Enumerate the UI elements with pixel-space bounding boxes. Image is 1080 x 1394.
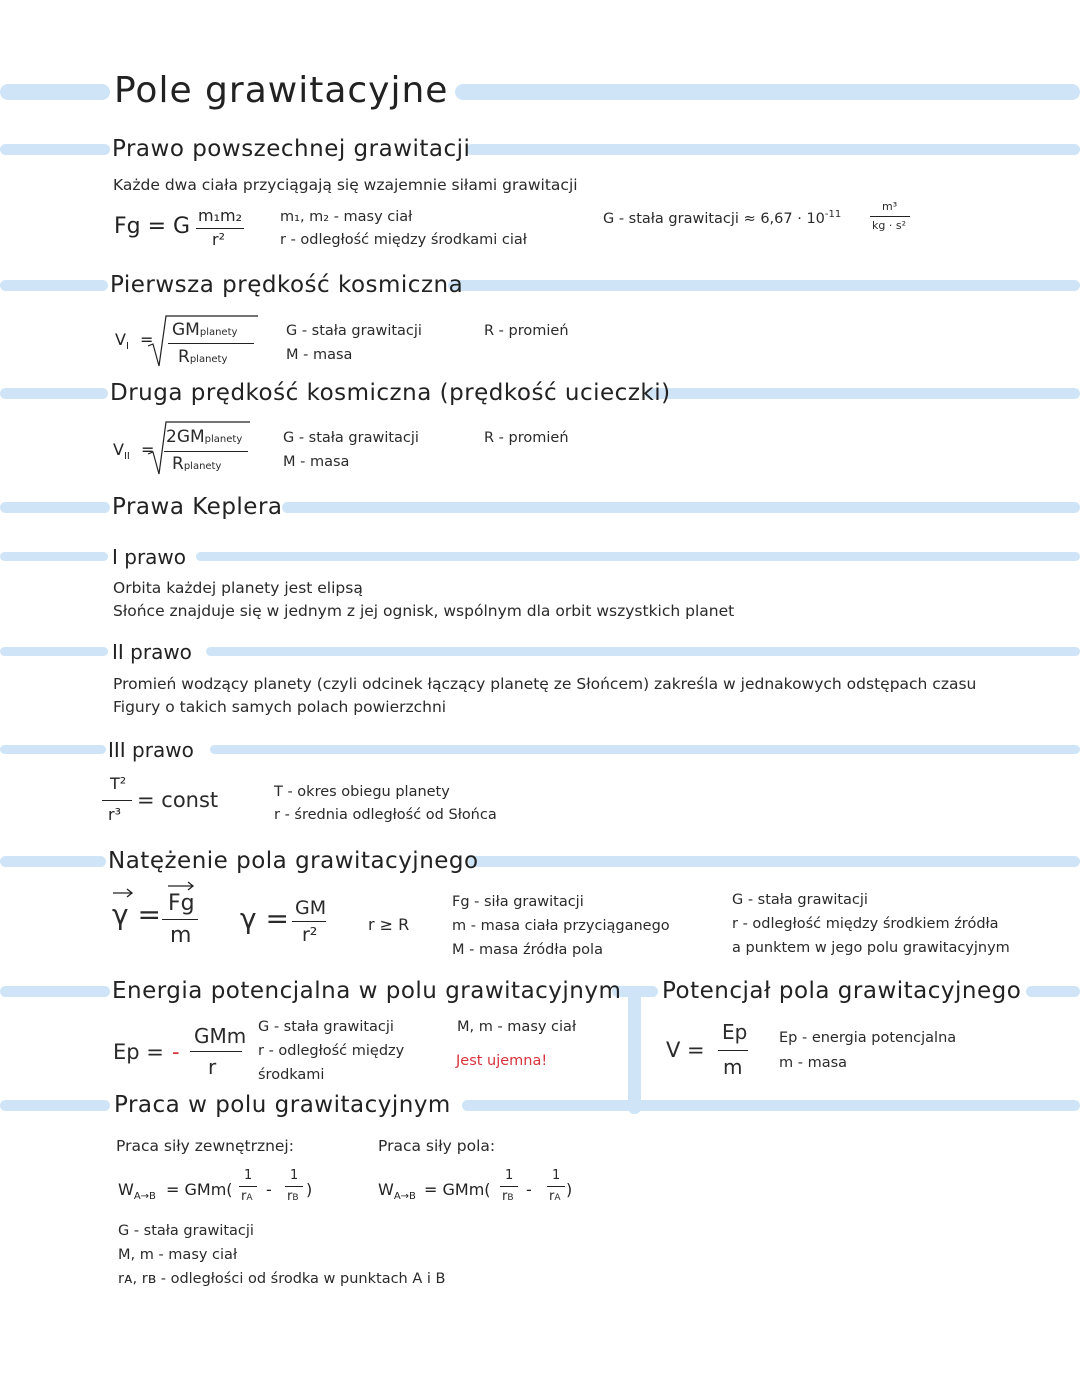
second-heading: Druga prędkość kosmiczna (prędkość ucieczki): [110, 380, 671, 406]
work-field-label: Praca siły pola:: [378, 1137, 496, 1155]
kepler2-bar-right: [206, 647, 1080, 656]
first-lhs: [115, 330, 129, 352]
work-field-w: W: [378, 1180, 394, 1199]
first-eq: =: [140, 330, 154, 349]
kepler1-heading: I prawo: [112, 545, 187, 569]
work-ext-w: W: [118, 1180, 134, 1199]
field-f2-den: r²: [302, 924, 318, 946]
energy-note: Jest ujemna!: [456, 1053, 548, 1069]
work-field-ra-r: r: [549, 1189, 555, 1204]
field-f1-num: Fg: [168, 891, 195, 916]
potential-fraction-line: [718, 1050, 748, 1051]
field-f1-lhs: γ =: [112, 898, 161, 931]
second-bar-right: [645, 388, 1080, 399]
first-den-sub: planety: [189, 354, 228, 365]
work-var-masses: M, m - masy ciał: [118, 1247, 238, 1263]
work-field-frac-a-line: [547, 1186, 565, 1187]
law-description: Każde dwa ciała przyciągają się wzajemnie siłami grawitacji: [113, 176, 578, 194]
kepler2-heading: II prawo: [112, 640, 192, 664]
section-divider: [628, 992, 641, 1114]
work-bar-left: [0, 1100, 110, 1111]
kepler1-line1: Orbita każdej planety jest elipsą: [113, 579, 363, 597]
work-field-ra-sub: A: [554, 1193, 561, 1203]
second-bar-left: [0, 388, 108, 399]
field-fg-arrow: [167, 881, 195, 891]
kepler1-bar-left: [0, 552, 108, 561]
field-var-m: m - masa ciała przyciąganego: [452, 918, 670, 934]
field-var-g: G - stała grawitacji: [732, 892, 868, 908]
work-ext-ra-r: r: [241, 1189, 247, 1204]
field-var-r: r - odległość między środkiem źródła: [732, 916, 999, 932]
work-field-rb: [502, 1189, 514, 1204]
work-ext-sub: A→B: [133, 1191, 156, 1203]
field-f2-lhs: γ =: [240, 902, 289, 935]
work-ext-frac-b-line: [285, 1186, 303, 1187]
law-heading: Prawo powszechnej grawitacji: [112, 136, 471, 162]
first-lhs-v: V: [115, 330, 126, 349]
second-lhs-sub: II: [123, 451, 130, 463]
kepler2-line1: Promień wodzący planety (czyli odcinek łączący planetę ze Słońcem) zakreśla w jednakowych odstępach czasu: [113, 675, 977, 693]
potential-var-ep: Ep - energia potencjalna: [779, 1030, 957, 1046]
law-g-exponent: -11: [824, 209, 842, 220]
field-bar-left: [0, 856, 106, 867]
second-den: [172, 454, 221, 474]
work-field-minus: -: [526, 1180, 532, 1199]
page-title: Pole grawitacyjne: [114, 70, 449, 111]
field-f1-fraction-line: [162, 919, 198, 920]
field-var-r-cont: a punktem w jego polu grawitacyjnym: [732, 940, 1010, 956]
work-ext-ra-sub: A: [246, 1193, 253, 1203]
energy-fraction-line: [190, 1051, 242, 1052]
first-num-gm: GM: [172, 320, 200, 340]
first-bar-right: [448, 280, 1080, 291]
second-fraction-line: [164, 451, 248, 452]
field-f1-den: m: [170, 923, 192, 948]
work-field-frac-b-line: [500, 1186, 518, 1187]
field-condition: r ≥ R: [368, 915, 410, 934]
kepler3-fraction-line: [102, 800, 132, 801]
kepler-bar-left: [0, 502, 110, 513]
kepler2-line2: Figury o takich samych polach powierzchni: [113, 698, 447, 716]
work-ext-minus: -: [266, 1180, 272, 1199]
kepler3-den: r³: [108, 805, 121, 824]
law-g-unit-den: kg · s²: [872, 219, 906, 232]
energy-minus: -: [172, 1040, 180, 1064]
title-bar-left: [0, 84, 110, 100]
kepler3-num: T²: [110, 774, 127, 793]
work-field-sub: A→B: [393, 1191, 416, 1203]
second-num-sub: planety: [204, 434, 243, 445]
potential-var-m: m - masa: [779, 1055, 848, 1071]
work-field-ra: [549, 1189, 561, 1204]
field-var-fg: Fg - siła grawitacji: [452, 894, 584, 910]
energy-var-r: r - odległość między: [258, 1043, 405, 1059]
work-ext-rb: [287, 1189, 299, 1204]
energy-heading: Energia potencjalna w polu grawitacyjnym: [112, 978, 622, 1004]
work-field-lhs: [378, 1180, 416, 1202]
law-var-distance: r - odległość między środkami ciał: [280, 232, 527, 248]
second-var-r: R - promień: [484, 430, 569, 446]
potential-heading: Potencjał pola grawitacyjnego: [662, 978, 1022, 1004]
first-var-g: G - stała grawitacji: [286, 323, 422, 339]
work-ext-rb-r: r: [287, 1189, 293, 1204]
work-field-rb-sub: B: [507, 1193, 514, 1203]
potential-num: Ep: [722, 1020, 748, 1044]
potential-bar-right: [1026, 986, 1080, 997]
first-lhs-sub: I: [125, 341, 129, 353]
second-num: [166, 427, 242, 447]
work-field-one-b: 1: [505, 1168, 514, 1183]
first-var-m: M - masa: [286, 347, 353, 363]
work-ext-eq: = GMm(: [166, 1180, 233, 1199]
kepler3-bar-left: [0, 745, 106, 754]
work-field-one-a: 1: [552, 1168, 561, 1183]
field-heading: Natężenie pola grawitacyjnego: [108, 848, 479, 874]
second-lhs: [113, 440, 130, 462]
second-var-m: M - masa: [283, 454, 350, 470]
kepler3-bar-right: [210, 745, 1080, 754]
work-ext-lhs: [118, 1180, 156, 1202]
law-var-masses: m₁, m₂ - masy ciał: [280, 209, 413, 225]
work-var-g: G - stała grawitacji: [118, 1223, 254, 1239]
energy-num: GMm: [194, 1024, 247, 1048]
second-den-r: R: [172, 454, 184, 474]
work-field-rb-r: r: [502, 1189, 508, 1204]
second-den-sub: planety: [183, 461, 222, 472]
second-num-2gm: 2GM: [166, 427, 205, 447]
first-var-r: R - promień: [484, 323, 569, 339]
first-bar-left: [0, 280, 108, 291]
energy-den: r: [208, 1055, 217, 1079]
first-num-sub: planety: [199, 327, 238, 338]
kepler2-bar-left: [0, 647, 108, 656]
kepler-heading: Prawa Keplera: [112, 494, 283, 520]
law-g-unit-line: [870, 216, 910, 217]
second-var-g: G - stała grawitacji: [283, 430, 419, 446]
kepler3-var-t: T - okres obiegu planety: [274, 784, 450, 800]
field-f2-num: GM: [295, 897, 327, 919]
work-ext-one-a: 1: [244, 1168, 253, 1183]
first-num: [172, 320, 237, 340]
energy-var-r-cont: środkami: [258, 1067, 325, 1083]
kepler1-line2: Słońce znajduje się w jednym z jej ognisk, wspólnym dla orbit wszystkich planet: [113, 602, 735, 620]
first-heading: Pierwsza prędkość kosmiczna: [110, 272, 464, 298]
energy-bar-left: [0, 986, 110, 997]
kepler3-var-r: r - średnia odległość od Słońca: [274, 807, 497, 823]
second-lhs-v: V: [113, 440, 124, 459]
field-gamma-arrow: [112, 888, 134, 898]
work-ext-frac-a-line: [239, 1186, 257, 1187]
potential-lhs: V =: [666, 1038, 705, 1062]
kepler3-heading: III prawo: [108, 738, 194, 762]
kepler1-bar-right: [196, 552, 1080, 561]
title-bar-right: [455, 84, 1080, 100]
first-den-r: R: [178, 347, 190, 367]
energy-var-masses: M, m - masy ciał: [457, 1019, 577, 1035]
kepler-bar-right: [282, 502, 1080, 513]
first-den: [178, 347, 227, 367]
field-var-big-m: M - masa źródła pola: [452, 942, 603, 958]
work-heading: Praca w polu grawitacyjnym: [114, 1092, 451, 1118]
first-fraction-line: [168, 343, 254, 344]
law-g-constant-text: G - stała grawitacji ≈ 6,67 · 10: [603, 210, 825, 227]
law-formula-lhs: Fg = G: [114, 214, 191, 239]
work-bar-right: [462, 1100, 1080, 1111]
work-field-close: ): [566, 1180, 573, 1199]
work-ext-one-b: 1: [290, 1168, 299, 1183]
work-ext-rb-sub: B: [292, 1193, 299, 1203]
law-formula-num: m₁m₂: [198, 206, 242, 225]
second-eq: =: [141, 440, 155, 459]
potential-den: m: [723, 1055, 743, 1079]
law-formula-den: r²: [212, 230, 225, 249]
work-ext-label: Praca siły zewnętrznej:: [116, 1137, 294, 1155]
law-bar-right: [466, 144, 1080, 155]
work-var-distances: rᴀ, rʙ - odległości od środka w punktach A i B: [118, 1271, 446, 1287]
law-g-unit-num: m³: [882, 200, 898, 213]
law-bar-left: [0, 144, 110, 155]
kepler3-rhs: = const: [137, 788, 219, 812]
work-ext-ra: [241, 1189, 253, 1204]
work-field-eq: = GMm(: [424, 1180, 491, 1199]
work-ext-close: ): [306, 1180, 313, 1199]
law-g-constant: [603, 209, 841, 227]
energy-lhs: Ep =: [113, 1040, 164, 1064]
energy-var-g: G - stała grawitacji: [258, 1019, 394, 1035]
field-bar-right: [468, 856, 1080, 867]
field-f2-fraction-line: [292, 921, 326, 922]
